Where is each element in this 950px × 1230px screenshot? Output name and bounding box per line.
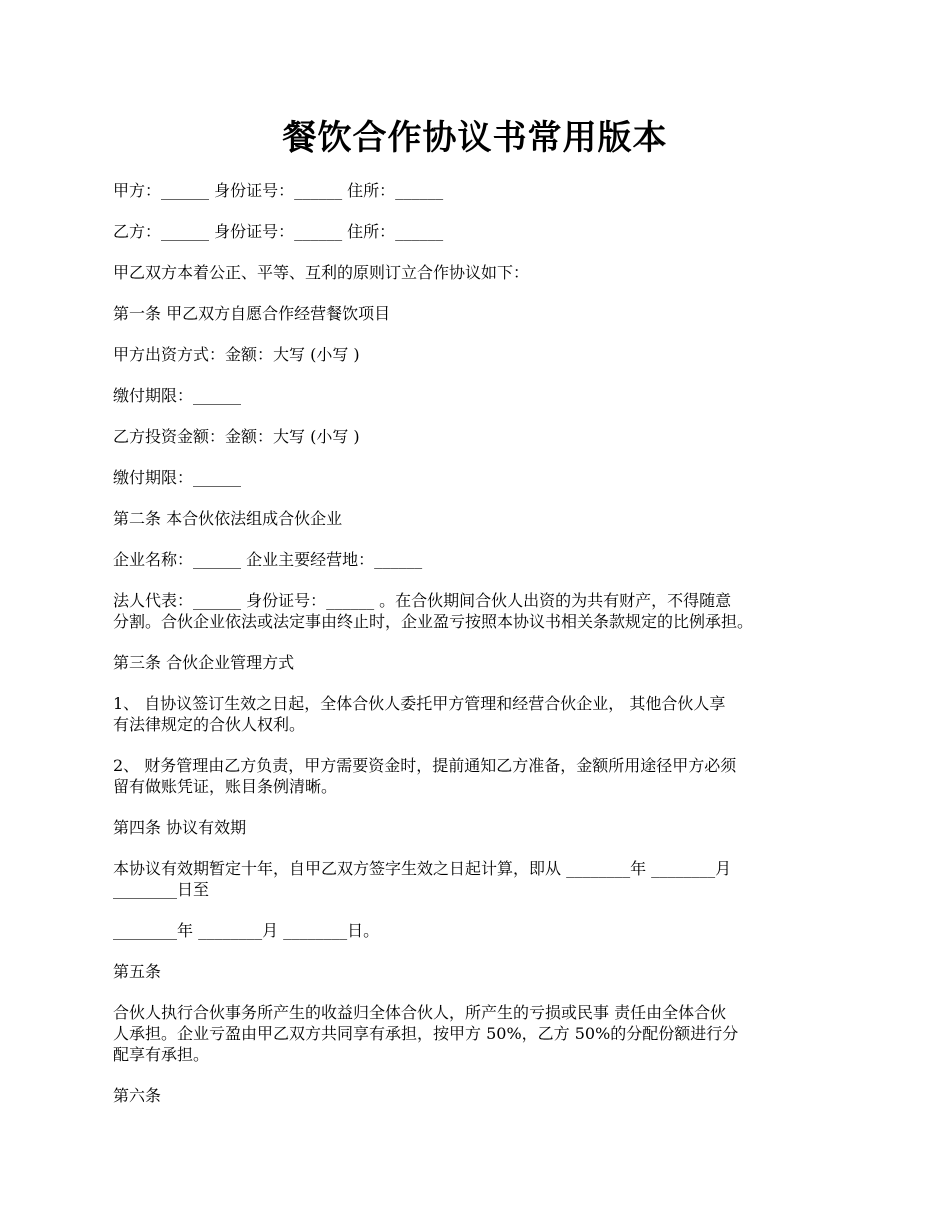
party-a-payment-deadline: 缴付期限：______ <box>113 386 242 405</box>
article-6-heading: 第六条 <box>113 1086 162 1105</box>
management-clause-2: 2、 财务管理由乙方负责，甲方需要资金时，提前通知乙方准备，金额所用途径甲方必须 留有做账凭证，账目条例清晰。 <box>113 756 737 796</box>
party-b-info: 乙方：______ 身份证号：______ 住所：______ <box>113 222 444 241</box>
party-b-payment-deadline: 缴付期限：______ <box>113 468 242 487</box>
enterprise-name-line: 企业名称：______ 企业主要经营地：______ <box>113 550 423 569</box>
party-a-info: 甲方：______ 身份证号：______ 住所：______ <box>113 181 444 200</box>
party-b-investment: 乙方投资金额：金额：大写 (小写 ) <box>113 427 360 446</box>
validity-end-date: ________年 ________月 ________日。 <box>113 921 380 940</box>
document-title: 餐饮合作协议书常用版本 <box>282 118 668 158</box>
article-3-heading: 第三条 合伙企业管理方式 <box>113 653 295 672</box>
document-body <box>113 180 873 1126</box>
article-4-heading: 第四条 协议有效期 <box>113 818 247 837</box>
legal-representative-clause: 法人代表：______ 身份证号：______ 。在合伙期间合伙人出资的为共有财产，不得随意 分割。合伙企业依法或法定事由终止时，企业盈亏按照本协议书相关条款规定的比例承担。 <box>113 591 754 631</box>
article-2-heading: 第二条 本合伙依法组成合伙企业 <box>113 509 343 528</box>
party-a-contribution: 甲方出资方式：金额：大写 (小写 ) <box>113 345 360 364</box>
article-5-heading: 第五条 <box>113 962 162 981</box>
validity-period-clause: 本协议有效期暂定十年，自甲乙双方签字生效之日起计算，即从 ________年 ________月 ________日至 <box>113 859 732 899</box>
profit-loss-clause: 合伙人执行合伙事务所产生的收益归全体合伙人，所产生的亏损或民事 责任由全体合伙 人承担。企业亏盈由甲乙双方共同享有承担，按甲方 50%，乙方 50%的分配份额进行分 配享有承担。 <box>113 1003 739 1064</box>
article-1-heading: 第一条 甲乙双方自愿合作经营餐饮项目 <box>113 304 391 323</box>
preamble: 甲乙双方本着公正、平等、互利的原则订立合作协议如下： <box>113 263 530 282</box>
management-clause-1: 1、 自协议签订生效之日起，全体合伙人委托甲方管理和经营合伙企业， 其他合伙人享 有法律规定的合伙人权利。 <box>113 694 726 734</box>
